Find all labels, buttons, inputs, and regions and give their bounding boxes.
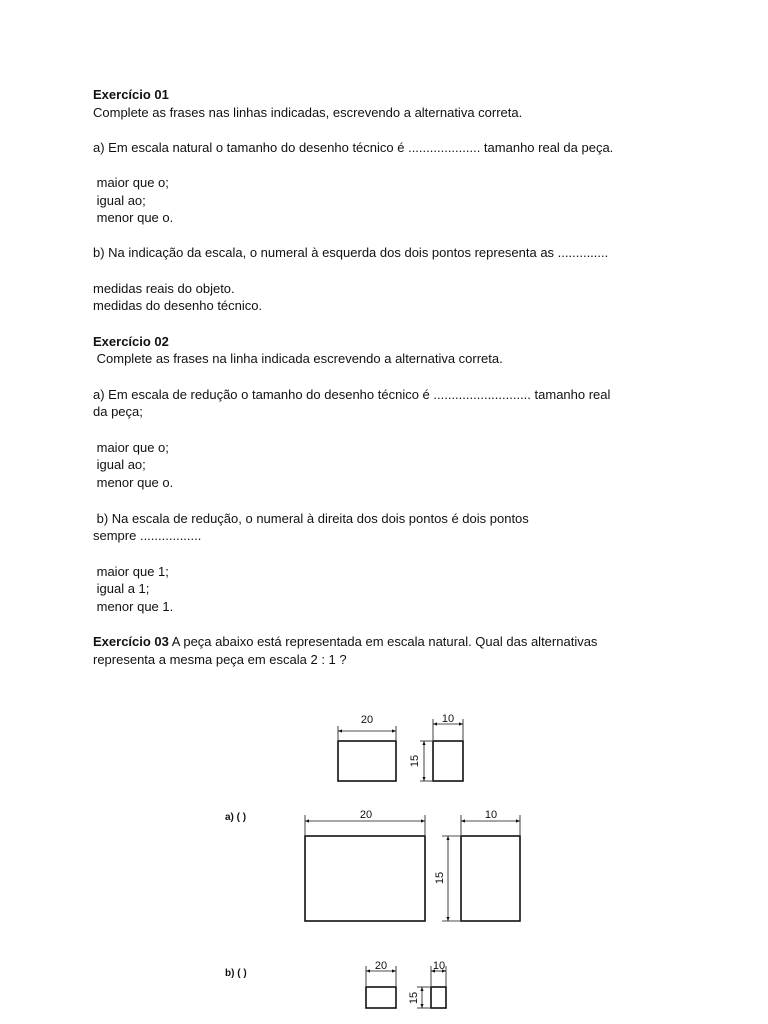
option-a-side-view [461,836,520,921]
original-side-view [433,741,463,781]
ex01-instruction: Complete as frases nas linhas indicadas, escrevendo a alternativa correta. [93,105,523,120]
ex01-a-option-1: maior que o; [93,175,169,190]
option-b-height-label: 15 [408,991,420,1005]
option-b-front-view [366,987,396,1008]
option-b-width-label: 20 [374,960,388,972]
ex01-question-a: a) Em escala natural o tamanho do desenho técnico é .................... tamanho real da peça. [93,140,614,155]
original-depth-label: 10 [441,713,455,725]
option-b-depth-label: 10 [432,960,446,972]
original-height-label: 15 [409,754,421,768]
ex02-b-option-1: maior que 1; [93,564,169,579]
ex01-title: Exercício 01 [93,87,169,102]
ex02-question-a-line1: a) Em escala de redução o tamanho do desenho técnico é ........................... tamanho real [93,387,611,402]
ex02-question-b-line1: b) Na escala de redução, o numeral à direita dos dois pontos é dois pontos [93,511,529,526]
option-b-drawing [366,966,446,1008]
option-a-width-label: 20 [359,809,373,821]
ex03-paragraph-line2: representa a mesma peça em escala 2 : 1 ? [93,652,347,667]
ex02-instruction: Complete as frases na linha indicada escrevendo a alternativa correta. [93,351,503,366]
option-a-drawing [305,815,520,921]
option-b-side-view [431,987,446,1008]
ex01-a-option-2: igual ao; [93,193,146,208]
option-b-label: b) ( ) [225,968,247,979]
ex01-question-b: b) Na indicação da escala, o numeral à esquerda dos dois pontos representa as .............. [93,245,609,260]
original-width-label: 20 [360,714,374,726]
ex02-a-option-2: igual ao; [93,457,146,472]
ex01-b-option-1: medidas reais do objeto. [93,281,235,296]
original-piece [338,719,463,781]
ex02-b-option-3: menor que 1. [93,599,174,614]
ex02-title: Exercício 02 [93,334,169,349]
option-a-height-label: 15 [434,871,446,885]
ex02-question-a-line2: da peça; [93,404,143,419]
ex02-a-option-3: menor que o. [93,475,174,490]
ex02-b-option-2: igual a 1; [93,581,150,596]
ex02-question-b-line2: sempre ................. [93,528,202,543]
ex01-b-option-2: medidas do desenho técnico. [93,298,263,313]
option-a-depth-label: 10 [484,809,498,821]
option-a-label: a) ( ) [225,812,247,823]
original-front-view [338,741,396,781]
ex03-paragraph-line1: Exercício 03 A peça abaixo está representada em escala natural. Qual das alternativas [93,634,598,649]
option-a-front-view [305,836,425,921]
ex02-a-option-1: maior que o; [93,440,169,455]
ex01-a-option-3: menor que o. [93,210,174,225]
